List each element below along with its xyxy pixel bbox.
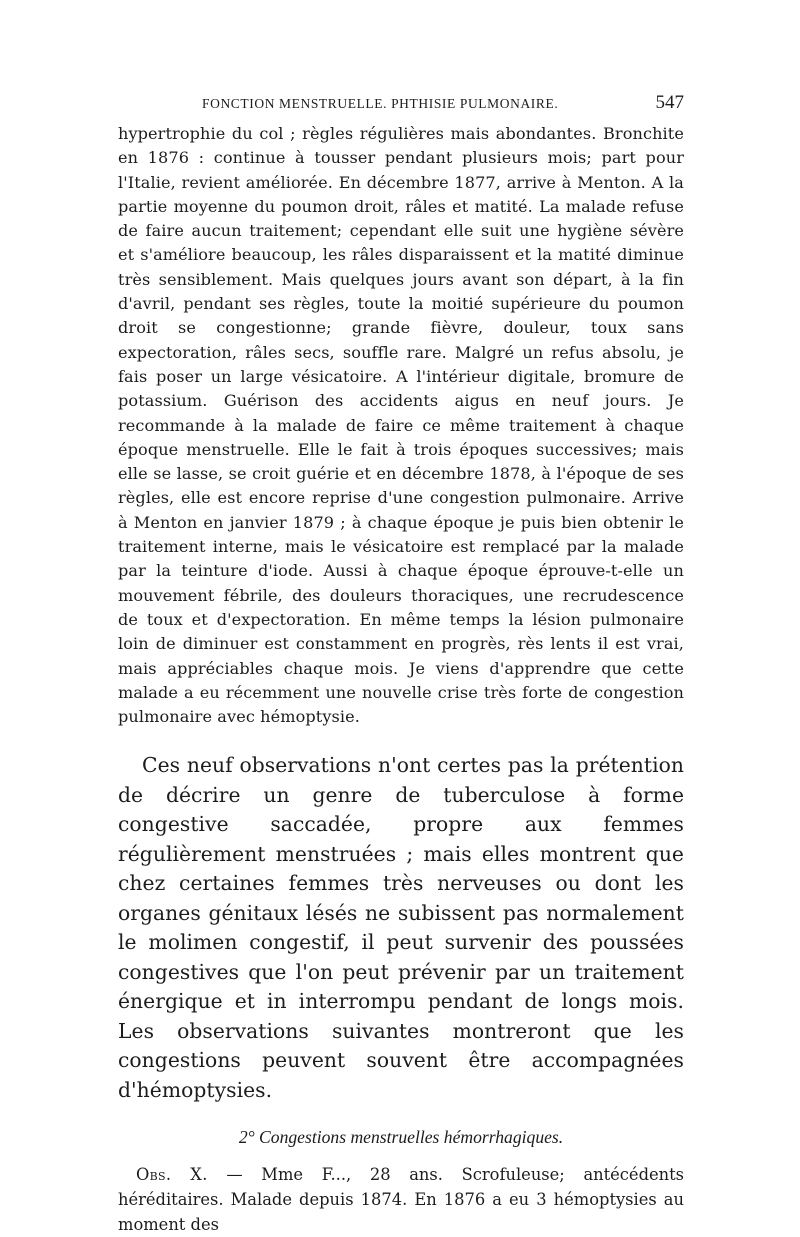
observation-text: — Mme F..., 28 ans. Scrofuleuse; antécédents héréditaires. Malade depuis 1874. En 1876 a eu 3 hémoptysies au moment des bbox=[118, 1165, 685, 1235]
book-page bbox=[118, 92, 684, 1237]
page-header bbox=[118, 92, 684, 118]
page-number: 547 bbox=[655, 92, 684, 113]
running-head: FONCTION MENSTRUELLE. PHTHISIE PULMONAIRE. bbox=[202, 96, 559, 111]
observation-label: Obs. X. bbox=[136, 1165, 208, 1185]
case-continuation-paragraph: hypertrophie du col ; règles régulières mais abondantes. Bronchite en 1876 : continue à tousser pendant plusieurs mois; part pour l'Italie, revient améliorée. En décembre 1877, arrive à Menton. A la partie moyenne du poumon droit, râles et matité. La malade refuse de faire aucun traitement; cependant elle suit une hygiène sévère et s'améliore beaucoup, les râles disparaissent et la matité diminue très sensiblement. Mais quelques jours avant son départ, à la fin d'avril, pendant ses règles, toute la moitié supérieure du poumon droit se congestionne; grande fièvre, douleur, toux sans expectoration, râles secs, souffle rare. Malgré un refus absolu, je fais poser un large vésicatoire. A l'intérieur digitale, bromure de potassium. Guérison des accidents aigus en neuf jours. Je recommande à la malade de faire ce même traitement à chaque époque menstruelle. Elle le fait à trois époques successives; mais elle se lasse, se croit guérie et en décembre 1878, à l'époque de ses règles, elle est encore reprise d'une congestion pulmonaire. Arrive à Menton en janvier 1879 ; à chaque époque je puis bien obtenir le traitement interne, mais le vésicatoire est remplacé par la malade par la teinture d'iode. Aussi à chaque époque éprouve-t-elle un mouvement fébrile, des douleurs thoraciques, une recrudescence de toux et d'expectoration. En même temps la lésion pulmonaire loin de diminuer est constamment en progrès, rès lents il est vrai, mais appréciables chaque mois. Je viens d'apprendre que cette malade a eu récemment une nouvelle crise très forte de congestion pulmonaire avec hémoptysie. bbox=[118, 124, 684, 727]
section-heading: 2° Congestions menstruelles hémorrhagiques. bbox=[238, 1127, 564, 1148]
observation-paragraph bbox=[118, 1162, 684, 1237]
conclusion-paragraph: Ces neuf observations n'ont certes pas la prétention de décrire un genre de tuberculose à forme congestive saccadée, propre aux femmes régulièrement menstruées ; mais elles montrent que chez certaines femmes très nerveuses ou dont les organes génitaux lésés ne subissent pas normalement le molimen congestif, il peut survenir des poussées congestives que l'on peut prévenir par un traitement énergique et in interrompu pendant de longs mois. Les observations suivantes montreront que les congestions peuvent souvent être accompagnées d'hémoptysies. bbox=[118, 753, 684, 1102]
